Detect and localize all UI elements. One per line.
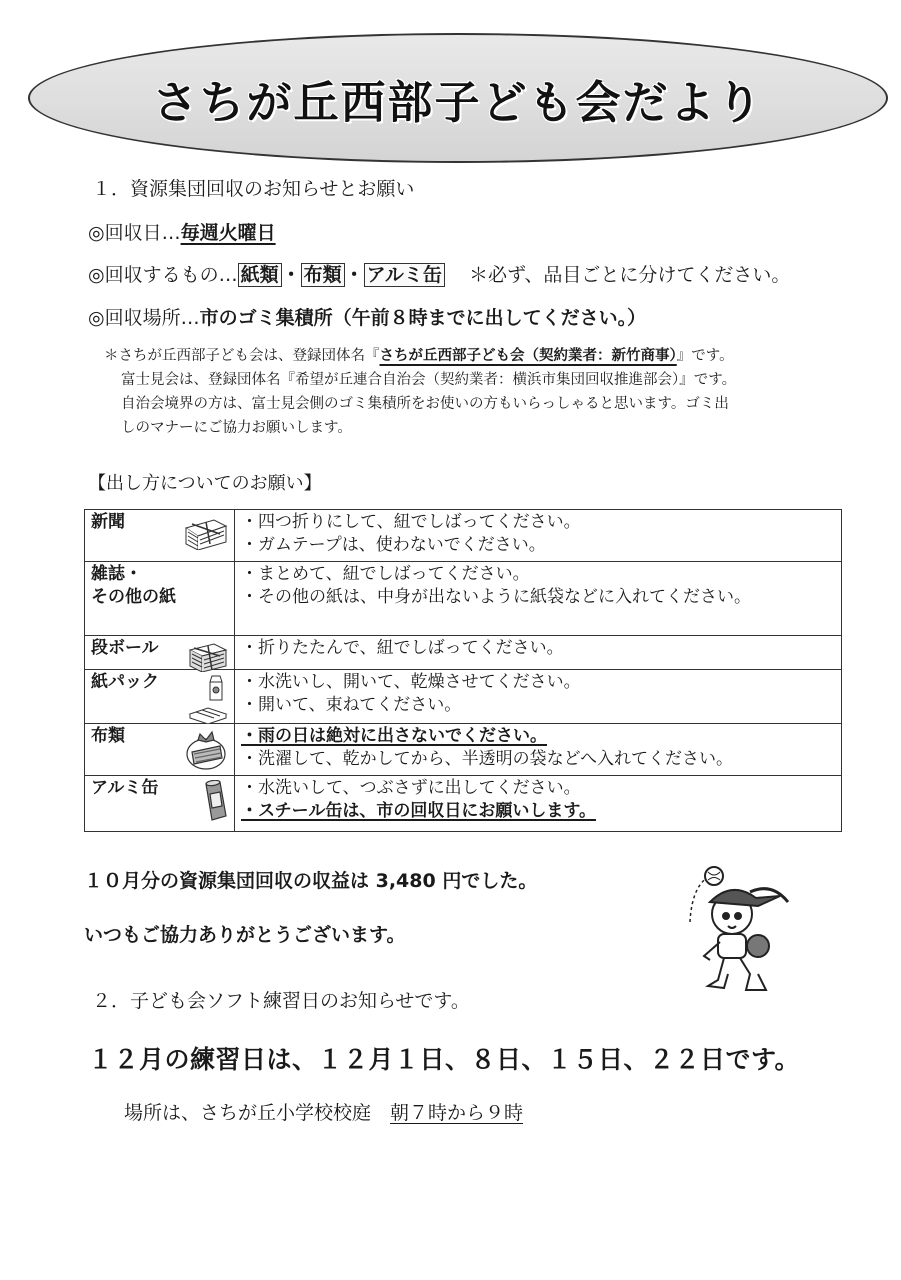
rule-line: ・ガムテープは、使わないでください。 [241, 535, 546, 555]
rule-line: ・雨の日は絶対に出さないでください。 [241, 726, 547, 746]
rule-category-label: 新聞 [91, 512, 125, 532]
note-line-1-pre: ＊さちが丘西部子ども会は、登録団体名『 [104, 348, 380, 364]
item-separator: ・ [344, 264, 364, 286]
title-banner [28, 33, 888, 163]
note-line-3: 自治会境界の方は、富士見会側のゴミ集積所をお使いの方もいらっしゃると思います。ゴミ出 [121, 396, 729, 412]
place-value: 市のゴミ集積所（午前８時までに出してください。） [199, 307, 647, 329]
collection-place [88, 303, 646, 330]
rule-category [85, 510, 235, 562]
item-paper: 紙類 [238, 263, 282, 287]
rule-instructions [235, 510, 842, 562]
rule-category-label: アルミ缶 [91, 778, 159, 798]
rule-category-label: 雑誌・ [91, 564, 142, 584]
rule-category-label: その他の紙 [91, 587, 176, 607]
rules-row [85, 724, 842, 776]
collection-day-value: 毎週火曜日 [180, 222, 276, 244]
rule-line: ・洗濯して、乾かしてから、半透明の袋などへ入れてください。 [241, 749, 733, 769]
thanks-text: いつもご協力ありがとうございます。 [84, 924, 406, 946]
rule-line: ・水洗いし、開いて、乾燥させてください。 [241, 672, 581, 692]
rule-instructions [235, 670, 842, 724]
aluminum-can-icon [198, 780, 228, 831]
note-line-1-post: 』です。 [676, 348, 734, 364]
rules-row [85, 562, 842, 636]
rule-category [85, 562, 235, 636]
rule-category [85, 776, 235, 832]
item-separator: ・ [281, 264, 301, 286]
item-cloth: 布類 [301, 263, 345, 287]
collection-items [88, 260, 790, 287]
place-label: ◎回収場所… [88, 307, 200, 329]
rule-line: ・四つ折りにして、紐でしばってください。 [241, 512, 581, 532]
milk-carton-icon [188, 674, 228, 731]
rule-line: ・開いて、束ねてください。 [241, 695, 462, 715]
practice-place-label: 場所は、さちが丘小学校校庭 [124, 1102, 391, 1124]
item-aluminum: アルミ缶 [364, 263, 445, 287]
rule-category-label: 紙パック [91, 672, 159, 692]
rule-instructions [235, 776, 842, 832]
rule-line: ・スチール缶は、市の回収日にお願いします。 [241, 801, 596, 821]
section1-heading: １．資源集団回収のお知らせとお願い [92, 178, 415, 200]
rules-table [84, 509, 842, 832]
practice-time: 朝７時から９時 [390, 1102, 524, 1124]
rules-row [85, 636, 842, 670]
rule-category [85, 670, 235, 724]
note-line-4: しのマナーにご協力お願いします。 [121, 420, 352, 436]
items-note: ＊必ず、品目ごとに分けてください。 [468, 264, 791, 286]
items-label: ◎回収するもの… [88, 264, 238, 286]
rule-instructions [235, 636, 842, 670]
rule-category [85, 636, 235, 670]
page-title: さちが丘西部子ども会だより [152, 75, 764, 129]
rule-instructions [235, 724, 842, 776]
rule-category [85, 724, 235, 776]
collection-day [88, 218, 276, 245]
rules-row [85, 510, 842, 562]
note-line-2: 富士見会は、登録団体名『希望が丘連合自治会（契約業者：横浜市集団回収推進部会）』です。 [121, 372, 737, 388]
section2-heading: ２．子ども会ソフト練習日のお知らせです。 [92, 990, 470, 1012]
softball-player-icon [680, 862, 798, 1006]
profit-text: １０月分の資源集団回収の収益は 3,480 円でした。 [84, 870, 538, 892]
note-line-1-bold: さちが丘西部子ども会（契約業者：新竹商事） [379, 348, 677, 364]
registration-note [104, 344, 844, 440]
practice-place [124, 1098, 523, 1125]
rules-heading: 【出し方についてのお願い】 [88, 473, 322, 494]
cloth-bundle-icon [184, 728, 228, 779]
newspaper-bundle-icon [184, 514, 228, 557]
rule-instructions [235, 562, 842, 636]
rule-category-label: 布類 [91, 726, 125, 746]
rule-category-label: 段ボール [91, 638, 159, 658]
rule-line: ・水洗いして、つぶさずに出してください。 [241, 778, 581, 798]
rule-line: ・その他の紙は、中身が出ないように紙袋などに入れてください。 [241, 587, 751, 607]
rule-line: ・折りたたんで、紐でしばってください。 [241, 638, 564, 658]
note-line-1 [104, 344, 844, 368]
rules-row [85, 670, 842, 724]
collection-day-label: ◎回収日… [88, 222, 181, 244]
rules-row [85, 776, 842, 832]
practice-dates: １２月の練習日は、１２月１日、８日、１５日、２２日です。 [88, 1045, 801, 1074]
rule-line: ・まとめて、紐でしばってください。 [241, 564, 530, 584]
